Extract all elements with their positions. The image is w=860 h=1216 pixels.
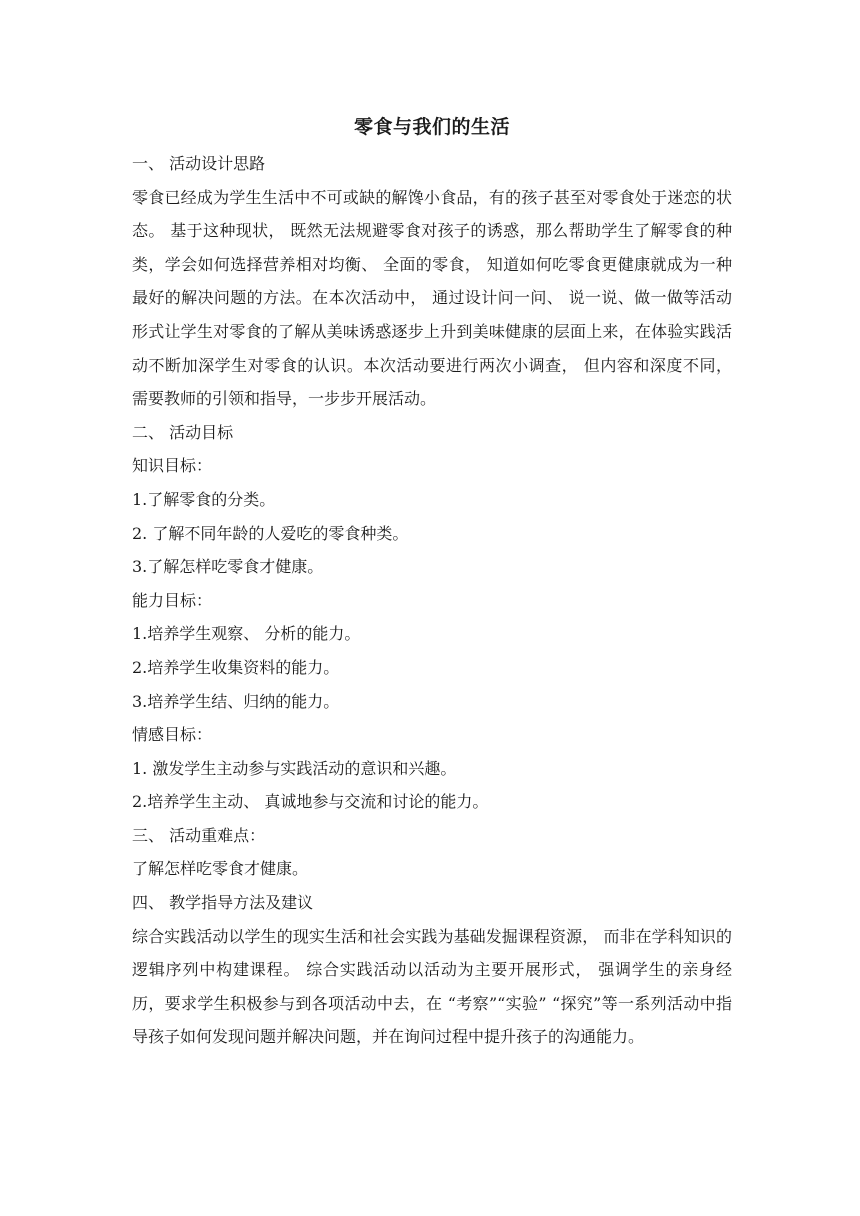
section-goals bbox=[132, 416, 732, 819]
section-teaching-methods bbox=[132, 886, 732, 1054]
section-heading: 一、 活动设计思路 bbox=[132, 154, 266, 173]
section-design-idea bbox=[132, 147, 732, 416]
list-item: 2.培养学生收集资料的能力。 bbox=[132, 657, 340, 677]
list-item: 1. 激发学生主动参与实践活动的意识和兴趣。 bbox=[132, 758, 457, 778]
section-paragraph: 了解怎样吃零食才健康。 bbox=[132, 859, 309, 879]
list-item: 1.培养学生观察、 分析的能力。 bbox=[132, 624, 361, 644]
section-key-points bbox=[132, 819, 732, 886]
emotion-goals-label: 情感目标： bbox=[132, 725, 213, 745]
section-heading: 三、 活动重难点： bbox=[132, 825, 266, 845]
document-page bbox=[132, 112, 732, 1054]
section-heading: 四、 教学指导方法及建议 bbox=[132, 893, 314, 913]
list-item: 1.了解零食的分类。 bbox=[132, 489, 276, 509]
list-item: 3.了解怎样吃零食才健康。 bbox=[132, 557, 324, 577]
document-title: 零食与我们的生活 bbox=[353, 116, 510, 138]
section-paragraph: 综合实践活动以学生的现实生活和社会实践为基础发掘课程资源， 而非在学科知识的逻辑序列中构建课程。 综合实践活动以活动为主要开展形式， 强调学生的亲身经历，要求学生积极参与到各项活动中去，在 “考察”“实验” “探究”等一系列活动中指导孩子如何发现问题并解决问题，并在询问过程中提升孩子的沟通能力。 bbox=[132, 926, 732, 1047]
list-item: 3.培养学生结、归纳的能力。 bbox=[132, 691, 340, 711]
list-item: 2.培养学生主动、 真诚地参与交流和讨论的能力。 bbox=[132, 792, 489, 812]
section-paragraph: 零食已经成为学生生活中不可或缺的解馋小食品，有的孩子甚至对零食处于迷恋的状态。 基于这种现状， 既然无法规避零食对孩子的诱惑，那么帮助学生了解零食的种类，学会如何选择营养相对均衡、 全面的零食， 知道如何吃零食更健康就成为一种最好的解决问题的方法。在本次活动中， 通过设计问一问、 说一说、做一做等活动形式让学生对零食的了解从美味诱惑逐步上升到美味健康的层面上来，在体验实践活动不断加深学生对零食的认识。本次活动要进行两次小调查， 但内容和深度不同， 需要教师的引领和指导，一步步开展活动。 bbox=[132, 187, 732, 409]
section-heading: 二、 活动目标 bbox=[132, 422, 234, 442]
list-item: 2. 了解不同年龄的人爱吃的零食种类。 bbox=[132, 523, 409, 543]
ability-goals-label: 能力目标： bbox=[132, 590, 213, 610]
knowledge-goals-label: 知识目标： bbox=[132, 456, 213, 476]
